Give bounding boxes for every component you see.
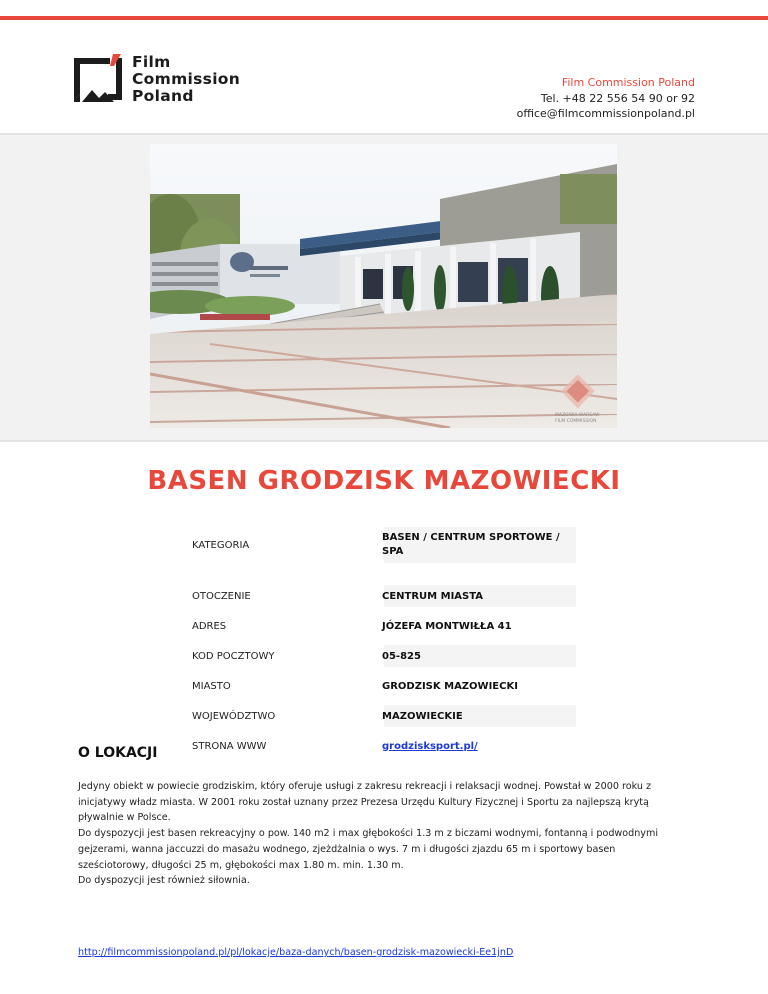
property-label: STRONA WWW: [192, 740, 267, 752]
property-label: ADRES: [192, 620, 227, 632]
property-row-voivodeship: [190, 705, 576, 727]
property-label: KATEGORIA: [192, 539, 250, 551]
property-value: CENTRUM MIASTA: [382, 590, 484, 602]
property-value: MAZOWIECKIE: [382, 710, 463, 722]
about-paragraph: Do dyspozycji jest basen rekreacyjny o pow. 140 m2 i max głębokości 1.3 m z biczami wodnymi, fontanną i podwodnymi gejzerami, wanna jaccuzzi do masażu wodnego, zjeżdżalnia o wys. 7 m i długości zjazdu 65 m i sportowy basen sześciotorowy, długości 25 m, głębokości max 1.80 m. min. 1.30 m.: [78, 828, 658, 871]
logo-wordmark: [132, 54, 240, 105]
property-row-postal-code: [190, 645, 576, 667]
about-paragraph: Jedyny obiekt w powiecie grodziskim, który oferuje usługi z zakresu rekreacji i relaksacji wodnej. Powstał w 2000 roku z inicjatywy władz miasta. W 2001 roku został uznany przez Prezesa Urzędu Kultury Fizycznej i Sportu za najlepszą krytą pływalnie w Polsce.: [78, 781, 652, 824]
property-label: OTOCZENIE: [192, 590, 251, 602]
property-row-category: [190, 527, 576, 563]
property-row-surroundings: [190, 585, 576, 607]
contact-block: [517, 75, 695, 122]
property-label: MIASTO: [192, 680, 231, 692]
logo-line-3: Poland: [132, 87, 194, 105]
location-properties: [190, 527, 576, 765]
logo-line-2: Commission: [132, 70, 241, 88]
property-row-website: [190, 735, 576, 757]
property-value: JÓZEFA MONTWIŁŁA 41: [382, 620, 512, 632]
page-header: [0, 20, 768, 132]
logo-line-1: Film: [132, 53, 171, 71]
property-row-address: [190, 615, 576, 637]
property-value: 05-825: [382, 650, 421, 662]
photo-band: [0, 135, 768, 440]
property-value: GRODZISK MAZOWIECKI: [382, 680, 518, 692]
film-commission-poland-logo[interactable]: [72, 54, 247, 114]
property-label: KOD POCZTOWY: [192, 650, 275, 662]
page-title: BASEN GRODZISK MAZOWIECKI: [147, 466, 621, 496]
about-body: [78, 779, 688, 889]
contact-org: Film Commission Poland: [561, 76, 695, 89]
about-heading: O LOKACJI: [78, 745, 158, 761]
property-row-city: [190, 675, 576, 697]
location-photo: [150, 144, 617, 428]
contact-phone: Tel. +48 22 556 54 90 or 92: [540, 91, 695, 105]
logo-mark-icon: [72, 54, 124, 106]
source-url-link[interactable]: http://filmcommissionpoland.pl/pl/lokacje/baza-danych/basen-grodzisk-mazowiecki-Ee1jnD: [78, 947, 514, 958]
photo-watermark-line-2: FILM COMMISSION: [555, 419, 597, 424]
photo-watermark-line-1: MAZOWIA WARSAW: [555, 413, 600, 418]
photo-divider: [0, 440, 768, 442]
contact-email[interactable]: office@filmcommissionpoland.pl: [516, 107, 695, 120]
website-link[interactable]: grodzisksport.pl/: [382, 740, 478, 752]
property-label: WOJEWÓDZTWO: [192, 710, 276, 722]
property-value: BASEN / CENTRUM SPORTOWE / SPA: [382, 532, 560, 557]
about-paragraph: Do dyspozycji jest również siłownia.: [78, 875, 250, 887]
